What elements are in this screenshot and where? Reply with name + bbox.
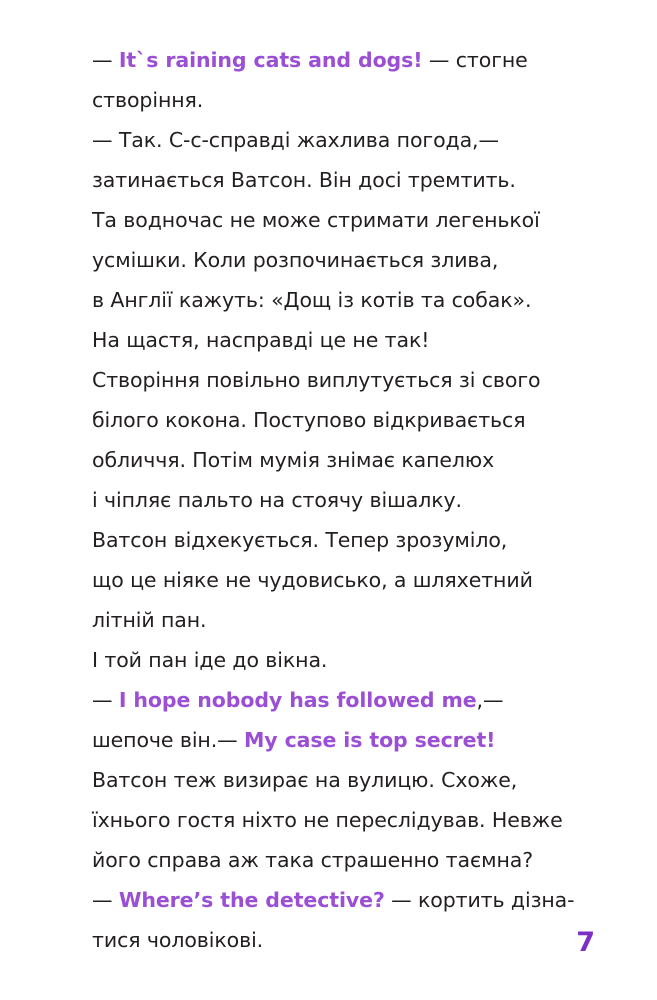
text-line xyxy=(92,720,587,760)
text-line xyxy=(92,120,587,160)
text-run: Ватсон відхекується. Тепер зрозуміло, xyxy=(92,528,508,552)
text-line xyxy=(92,360,587,400)
text-line xyxy=(92,760,587,800)
text-run: створіння. xyxy=(92,88,204,112)
page-text-body xyxy=(92,40,587,960)
text-run: тися чоловікові. xyxy=(92,928,264,952)
text-line xyxy=(92,240,587,280)
text-run: На щастя, насправді це не так! xyxy=(92,328,430,352)
text-line xyxy=(92,640,587,680)
text-run: літній пан. xyxy=(92,608,207,632)
english-phrase: It`s raining cats and dogs! xyxy=(118,48,423,72)
text-run: — xyxy=(92,888,119,912)
text-line xyxy=(92,600,587,640)
english-phrase: My case is top secret! xyxy=(243,728,496,752)
text-line xyxy=(92,880,587,920)
text-line xyxy=(92,560,587,600)
text-run: Та водночас не може стримати легенької xyxy=(92,208,540,232)
text-line xyxy=(92,480,587,520)
text-line xyxy=(92,680,587,720)
text-line xyxy=(92,920,587,960)
text-run: ,— xyxy=(476,688,504,712)
text-run: обличчя. Потім мумія знімає капелюх xyxy=(92,448,495,472)
text-run: його справа аж така страшенно таємна? xyxy=(92,848,534,872)
text-run: їхнього гостя ніхто не переслідував. Невже xyxy=(92,808,563,832)
text-run: — xyxy=(92,48,119,72)
text-run: Створіння повільно виплутується зі свого xyxy=(92,368,541,392)
text-line xyxy=(92,400,587,440)
text-run: що це ніяке не чудовисько, а шляхетний xyxy=(92,568,533,592)
english-phrase: Where’s the detective? xyxy=(118,888,385,912)
text-line xyxy=(92,80,587,120)
text-run: — xyxy=(92,688,119,712)
english-phrase: I hope nobody has followed me xyxy=(118,688,477,712)
text-line xyxy=(92,280,587,320)
text-line xyxy=(92,200,587,240)
text-run: Ватсон теж визирає на вулицю. Схоже, xyxy=(92,768,518,792)
text-run: в Англії кажуть: «Дощ із котів та собак». xyxy=(92,288,532,312)
text-run: усмішки. Коли розпочинається злива, xyxy=(92,248,499,272)
text-line xyxy=(92,520,587,560)
text-run: — стогне xyxy=(422,48,528,72)
text-line xyxy=(92,440,587,480)
text-line xyxy=(92,160,587,200)
text-run: шепоче він.— xyxy=(92,728,244,752)
text-run: затинається Ватсон. Він досі тремтить. xyxy=(92,168,516,192)
text-line xyxy=(92,320,587,360)
text-run: І той пан іде до вікна. xyxy=(92,648,328,672)
text-line xyxy=(92,800,587,840)
text-line xyxy=(92,840,587,880)
text-run: — Так. С-с-справді жахлива погода,— xyxy=(92,128,499,152)
text-run: білого кокона. Поступово відкривається xyxy=(92,408,526,432)
text-line xyxy=(92,40,587,80)
text-run: і чіпляє пальто на стоячу вішалку. xyxy=(92,488,462,512)
page-number: 7 xyxy=(576,927,595,958)
text-run: — кортить дізна- xyxy=(384,888,575,912)
